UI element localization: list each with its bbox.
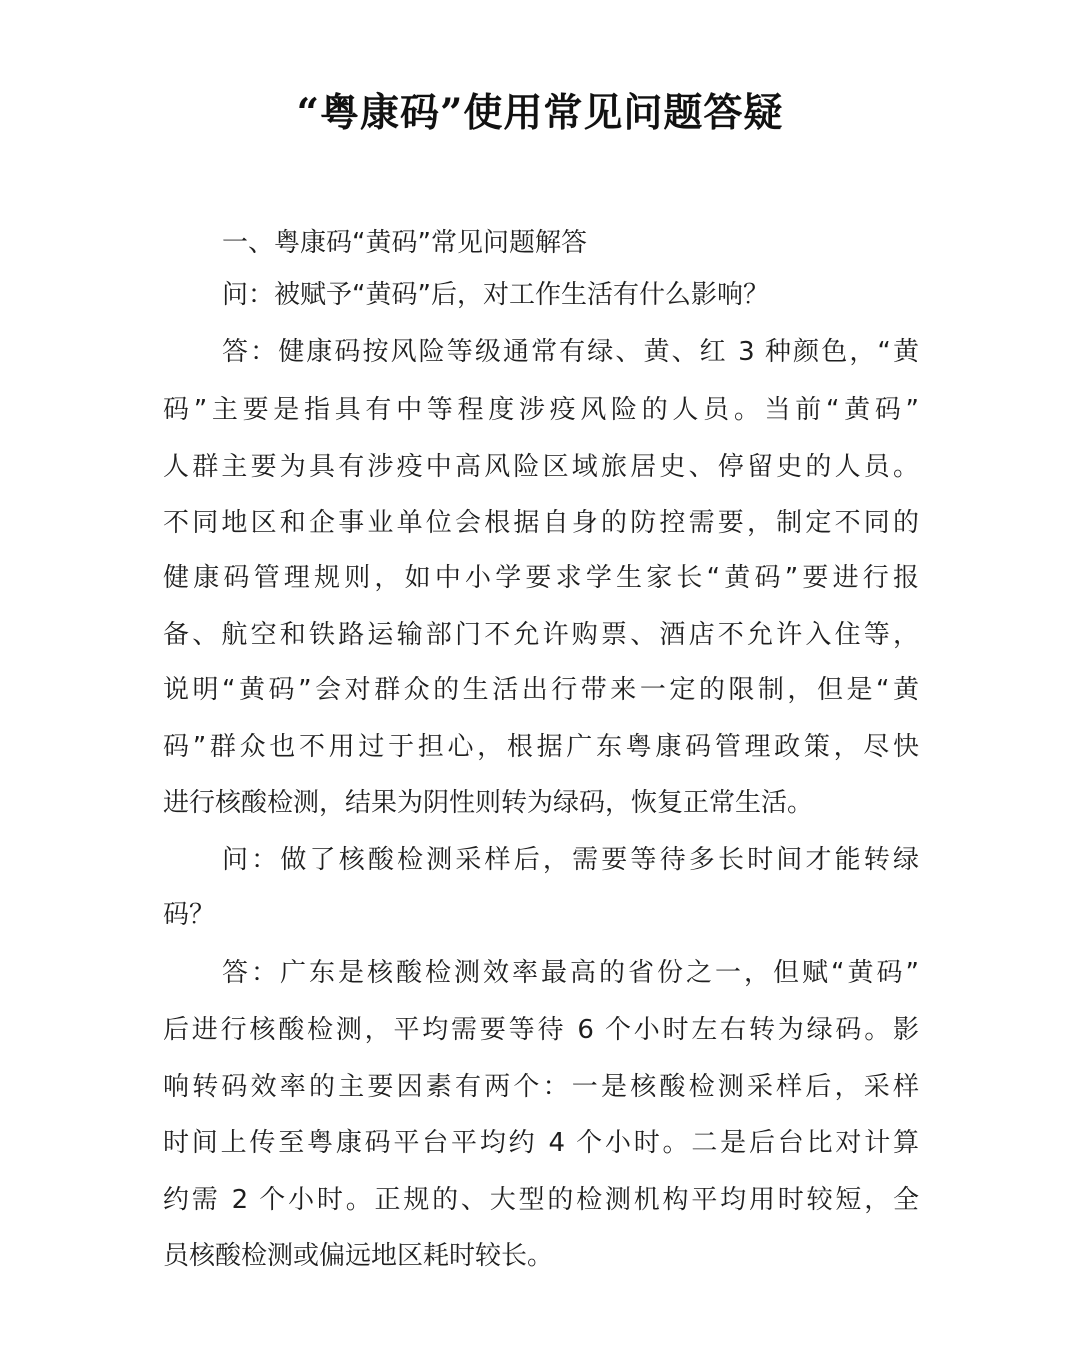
answer-1-line: 备、航空和铁路运输部门不允许购票、酒店不允许入住等， <box>163 620 919 650</box>
answer-1-line: 不同地区和企事业单位会根据自身的防控需要，制定不同的 <box>163 508 919 538</box>
answer-2-line: 答：广东是核酸检测效率最高的省份之一，但赋“黄码” <box>222 958 919 988</box>
answer-1-line: 健康码管理规则，如中小学要求学生家长“黄码”要进行报 <box>163 563 919 593</box>
answer-1-line: 进行核酸检测，结果为阴性则转为绿码，恢复正常生活。 <box>163 788 814 818</box>
document-title: “粤康码”使用常见问题答疑 <box>296 90 784 136</box>
answer-2-line: 后进行核酸检测，平均需要等待 6 个小时左右转为绿码。影 <box>163 1015 919 1045</box>
question-2: 码？ <box>163 900 216 930</box>
section-heading: 一、粤康码“黄码”常见问题解答 <box>222 228 587 258</box>
answer-2-line: 时间上传至粤康码平台平均约 4 个小时。二是后台比对计算 <box>163 1128 919 1158</box>
answer-1-line: 答：健康码按风险等级通常有绿、黄、红 3 种颜色，“黄 <box>222 337 919 367</box>
answer-1-line: 码”群众也不用过于担心，根据广东粤康码管理政策，尽快 <box>163 732 919 762</box>
answer-1-line: 码”主要是指具有中等程度涉疫风险的人员。当前“黄码” <box>163 395 919 425</box>
question-2: 问：做了核酸检测采样后，需要等待多长时间才能转绿 <box>222 845 919 875</box>
question-1: 问：被赋予“黄码”后，对工作生活有什么影响？ <box>222 280 769 310</box>
answer-1-line: 人群主要为具有涉疫中高风险区域旅居史、停留史的人员。 <box>163 452 919 482</box>
answer-2-line: 响转码效率的主要因素有两个：一是核酸检测采样后，采样 <box>163 1072 919 1102</box>
answer-1-line: 说明“黄码”会对群众的生活出行带来一定的限制，但是“黄 <box>163 675 919 705</box>
answer-2-line: 员核酸检测或偏远地区耗时较长。 <box>163 1241 554 1271</box>
answer-2-line: 约需 2 个小时。正规的、大型的检测机构平均用时较短，全 <box>163 1185 919 1215</box>
